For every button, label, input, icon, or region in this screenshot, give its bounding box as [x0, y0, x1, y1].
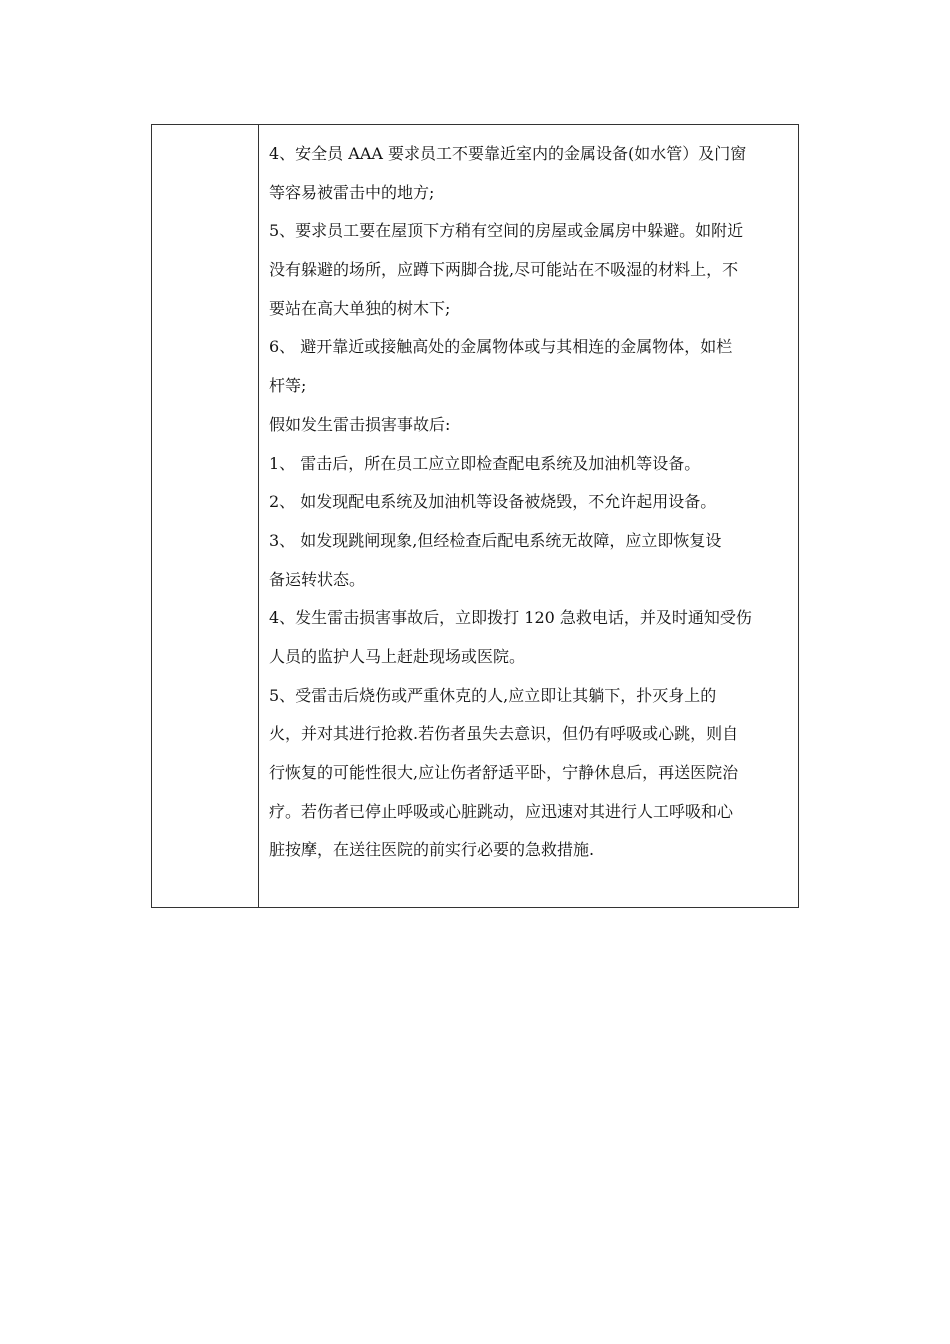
- text-line: 人员的监护人马上赶赴现场或医院。: [269, 646, 526, 666]
- text-line: 脏按摩，在送往医院的前实行必要的急救措施.: [269, 840, 595, 860]
- text-line: 假如发生雷击损害事故后:: [269, 414, 451, 434]
- text-line: 1、 雷击后，所在员工应立即检查配电系统及加油机等设备。: [269, 453, 701, 473]
- text-line: 3、 如发现跳闸现象,但经检查后配电系统无故障，应立即恢复设: [269, 530, 722, 550]
- text-line: 没有躲避的场所，应蹲下两脚合拢,尽可能站在不吸湿的材料上，不: [269, 260, 739, 280]
- text-line: 等容易被雷击中的地方;: [269, 182, 435, 202]
- text-line: 要站在高大单独的树木下;: [269, 298, 451, 318]
- text-line: 杆等;: [269, 376, 307, 396]
- text-line: 5、受雷击后烧伤或严重休克的人,应立即让其躺下，扑灭身上的: [269, 685, 717, 705]
- text-line: 备运转状态。: [269, 569, 366, 589]
- text-line: 6、 避开靠近或接触高处的金属物体或与其相连的金属物体，如栏: [269, 337, 733, 357]
- text-line: 火，并对其进行抢救.若伤者虽失去意识，但仍有呼吸或心跳，则自: [269, 724, 739, 744]
- text-line: 5、要求员工要在屋顶下方稍有空间的房屋或金属房中躲避。如附近: [269, 221, 744, 241]
- table-left-cell: [152, 125, 259, 907]
- text-line: 疗。若伤者已停止呼吸或心脏跳动，应迅速对其进行人工呼吸和心: [269, 801, 734, 821]
- text-line: 2、 如发现配电系统及加油机等设备被烧毁，不允许起用设备。: [269, 492, 717, 512]
- text-line: 行恢复的可能性很大,应让伤者舒适平卧，宁静休息后，再送医院治: [269, 763, 739, 782]
- text-line: 4、安全员 AAA 要求员工不要靠近室内的金属设备(如水管）及门窗: [269, 144, 747, 163]
- table-content-cell: [259, 125, 798, 907]
- text-line: 4、发生雷击损害事故后，立即拨打 120 急救电话，并及时通知受伤: [269, 608, 752, 628]
- document-table: [151, 124, 799, 908]
